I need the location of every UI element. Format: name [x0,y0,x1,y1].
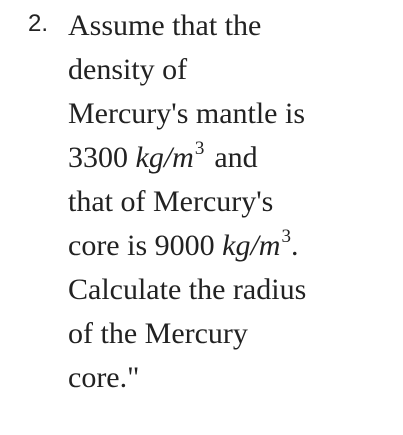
text-line-3: Mercury's mantle is [68,97,306,130]
text-line-7: Calculate the radius [68,273,307,306]
mantle-density-unit: kg/m [135,141,194,174]
text-line-4 [68,136,398,180]
mantle-density-value: 3300 [68,141,128,174]
question-text [68,4,398,400]
text-line-5: that of Mercury's [68,185,274,218]
core-density-text: core is 9000 [68,229,215,262]
text-line-2: density of [68,53,188,86]
core-density-unit: kg/m [222,229,281,262]
mantle-density-exponent: 3 [194,138,205,159]
text-line-6 [68,224,398,268]
core-density-exponent: 3 [281,226,291,247]
text-line-4-tail: and [214,141,258,174]
text-line-1: Assume that the [68,9,262,42]
question-number: 2. [28,10,49,37]
text-line-8: of the Mercury [68,317,248,350]
text-line-6-tail: . [290,229,299,262]
text-line-9: core." [68,361,140,394]
